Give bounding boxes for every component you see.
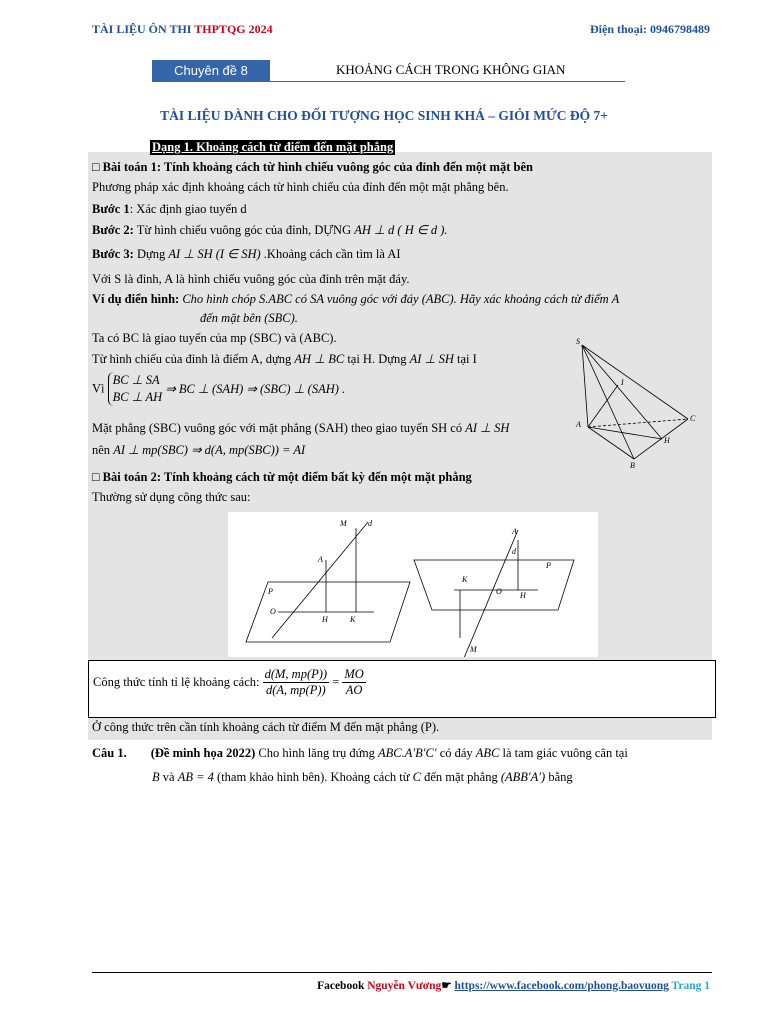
problem2-intro: Thường sử dụng công thức sau: bbox=[92, 490, 251, 504]
chapter-label: Chuyên đề 8 bbox=[152, 60, 270, 82]
seg-ah bbox=[588, 427, 662, 439]
label-a-right: A bbox=[512, 527, 517, 536]
label-a: A bbox=[576, 420, 581, 429]
solution-line-1: Ta có BC là giao tuyến của mp (SBC) và (ABC). bbox=[92, 331, 337, 345]
footer: Facebook Nguyễn Vương☛ https://www.facebook.com/phong.baovuong Trang 1 bbox=[317, 980, 710, 992]
chapter-divider bbox=[270, 81, 625, 82]
label-h: H bbox=[664, 436, 670, 445]
author-name: Nguyễn Vương bbox=[367, 980, 442, 992]
step-1: Bước 1: Xác định giao tuyến d bbox=[92, 202, 247, 216]
label-i: I bbox=[621, 378, 624, 387]
label-o-left: O bbox=[270, 607, 276, 616]
solution-line-2: Từ hình chiếu của đỉnh là điểm A, dựng AH ⊥ BC tại H. Dựng AI ⊥ SH tại I bbox=[92, 352, 477, 366]
question-1-line-1: Câu 1. (Đề minh họa 2022) Cho hình lăng trụ đứng ABC.A′B′C′ có đáy ABC là tam giác vuông cân tại bbox=[92, 746, 628, 760]
pyramid-figure bbox=[568, 335, 700, 470]
label-d-right: d bbox=[512, 547, 516, 556]
header-exam-year: THPTQG 2024 bbox=[194, 22, 273, 36]
label-h-right: H bbox=[520, 591, 526, 600]
label-m-right: M bbox=[470, 645, 477, 654]
audience-title: TÀI LIỆU DÀNH CHO ĐỐI TƯỢNG HỌC SINH KHÁ – GIỎI MỨC ĐỘ 7+ bbox=[160, 108, 608, 123]
example-line-2: đến mặt bên (SBC). bbox=[200, 311, 298, 325]
solution-line-3: Mặt phẳng (SBC) vuông góc với mặt phẳng (SAH) theo giao tuyến SH có AI ⊥ SH bbox=[92, 421, 510, 435]
distance-ratio-right: $\frac{MO}{AO}$ bbox=[344, 667, 364, 697]
problem1-title: □ Bài toán 1: Tính khoảng cách từ hình chiếu vuông góc của đỉnh đến một mặt bên bbox=[92, 160, 533, 174]
solution-system: Vì BC ⊥ SA BC ⊥ AH ⇒ BC ⊥ (SAH) ⇒ (SBC) ⊥ (SAH) . bbox=[92, 373, 346, 404]
label-p-left: P bbox=[268, 587, 273, 596]
formula-box: Công thức tính tỉ lệ khoảng cách: $\frac{d(M, mp(P))}{d(A, mp(P))}$ = $\frac{MO}{AO}$ bbox=[88, 660, 716, 718]
question-1-line-2: B và AB = 4 (tham khảo hình bên). Khoảng cách từ C đến mặt phẳng (ABB′A′) bằng bbox=[152, 770, 573, 784]
method-text: Phương pháp xác định khoảng cách từ hình chiếu của đỉnh đến một mặt phẳng bên. bbox=[92, 180, 509, 194]
page-number: Trang 1 bbox=[668, 980, 710, 992]
footer-divider bbox=[92, 972, 712, 973]
distance-ratio-left: $\frac{d(M, mp(P))}{d(A, mp(P))}$ bbox=[264, 667, 328, 697]
header-left: TÀI LIỆU ÔN THI THPTQG 2024 bbox=[92, 22, 273, 36]
label-k-left: K bbox=[350, 615, 356, 624]
label-d-left: d bbox=[368, 519, 372, 528]
edge-sc bbox=[582, 345, 688, 419]
label-k-right: K bbox=[462, 575, 468, 584]
step-2: Bước 2: Từ hình chiếu vuông góc của đỉnh, DỰNG AH ⊥ d ( H ∈ d ). bbox=[92, 223, 448, 237]
edge-sb bbox=[582, 345, 634, 459]
example-line-1: Ví dụ điển hình: Cho hình chóp S.ABC có SA vuông góc với đáy (ABC). Hãy xác khoảng cách từ điểm A bbox=[92, 292, 620, 306]
plane-figures bbox=[228, 512, 598, 657]
header-phone: Điện thoại: 0946798489 bbox=[590, 22, 710, 36]
label-s: S bbox=[576, 337, 580, 346]
step-3: Bước 3: Dựng AI ⊥ SH (I ∈ SH) .Khoảng cách cần tìm là AI bbox=[92, 247, 401, 261]
facebook-link[interactable]: https://www.facebook.com/phong.baovuong bbox=[454, 980, 669, 992]
label-c: C bbox=[690, 414, 696, 423]
chapter-topic: KHOẢNG CÁCH TRONG KHÔNG GIAN bbox=[336, 62, 566, 77]
label-o-right: O bbox=[496, 587, 502, 596]
label-m-left: M bbox=[340, 519, 347, 528]
problem2-title: □ Bài toán 2: Tính khoảng cách từ một điểm bất kỳ đến một mặt phẳng bbox=[92, 470, 472, 484]
section-heading: Dạng 1. Khoảng cách từ điểm đến mặt phẳng bbox=[152, 140, 394, 154]
edge-ac bbox=[588, 419, 688, 427]
solution-line-4: nên AI ⊥ mp(SBC) ⇒ d(A, mp(SBC)) = AI bbox=[92, 443, 306, 457]
pointing-hand-icon: ☛ bbox=[441, 980, 455, 992]
label-h-left: H bbox=[322, 615, 328, 624]
label-b: B bbox=[630, 461, 635, 470]
label-a-left: A bbox=[318, 555, 323, 564]
edge-sa bbox=[582, 345, 588, 427]
formula-note: Ở công thức trên cần tính khoảng cách từ điểm M đến mặt phẳng (P). bbox=[92, 720, 440, 734]
note-text: Với S là đỉnh, A là hình chiếu vuông góc của đỉnh trên mặt đáy. bbox=[92, 272, 410, 286]
label-p-right: P bbox=[546, 561, 551, 570]
